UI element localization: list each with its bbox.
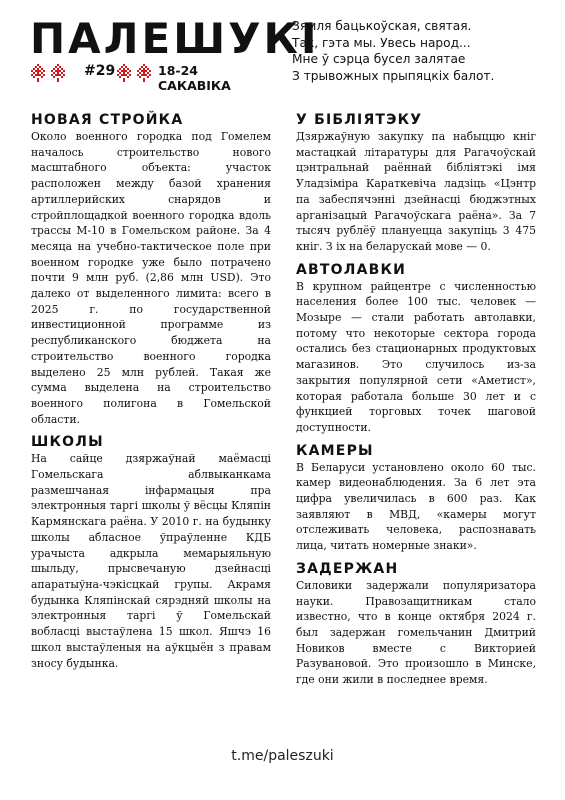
issue-dates: 18-24 САКАВІКА (158, 63, 231, 93)
article-body: Около военного городка под Гомелем началось строительство нового масштабного объекта: участок расположен между базой хранения артиллерийских снарядов и стройплощадкой военного городка вдоль трассы М-10 в Гомельском районе. За 4 месяца на учебно-тактическое поле при военном городке уже было потрачено почти 9 млн руб. (2,86 млн USD). Это далеко от выделенного лимита: всего в 2025 г. по государственной инвестиционной программе из республиканского бюджета на строительство военного городка выделено 25 млн рублей. Такая же сумма выделена на строительство военного полигона в Гомельской области. (31, 130, 271, 426)
poem-line: Мне ў сэрца бусел залятае (292, 52, 466, 66)
vyshyvanka-ornament-icon (30, 64, 46, 82)
article-body: Силовики задержали популяризатора науки. Правозащитникам стало известно, что в конце октября 2024 г. был задержан гомельчанин Дмитрий Новиков вместе с Викторией Разувановой. Это произошло в Минске, где они жили в последнее время. (296, 578, 536, 687)
poem-line: Так, гэта мы. Увесь народ... (292, 35, 471, 50)
left-column (31, 111, 271, 675)
issue-row (30, 62, 266, 93)
article-title: ЗАДЕРЖАН (296, 560, 399, 577)
article-cameras (296, 442, 536, 554)
issue-number: #29 (84, 63, 116, 79)
article-new-construction (31, 111, 271, 427)
article-title: У БІБЛІЯТЭКУ (296, 112, 423, 128)
article-body: В крупном райцентре с численностью населения более 100 тыс. человек — Мозыре — стали работать автолавки, потому что некоторые сектора города остались без стационарных продуктовых магазинов. Это случилось из-за закрытия популярной сети «Аметист», которая работала больше 30 лет и с функцией торговых точек шаговой доступности. (296, 279, 536, 434)
telegram-link[interactable]: t.me/paleszuki (231, 748, 334, 764)
vyshyvanka-ornament-icon (116, 64, 132, 82)
poem-line: Зямля бацькоўская, святая. (292, 19, 472, 33)
poem-line: З трывожных прыпяцкіх балот. (292, 68, 495, 83)
article-library (296, 111, 536, 255)
article-detained (296, 560, 536, 688)
article-title: ШКОЛЫ (31, 434, 104, 451)
article-body: На сайце дзяржаўнай маёмасці Гомельскага аблвыканкама размешчаная інфармацыя пра электронныя таргі школы ў вёсцы Кляпін Кармянскага раёна. У 2010 г. на будынку школы абласное ўпраўленне КДБ урачыста адкрыла мемарыяльную шыльду, прысвечаную дзейнасці апаратыўна-чэкісцкай групы. Акрамя будынка Кляпінскай сярэдняй школы на электронныя таргі ў Гомельскай вобласці выстаўлена 15 школ. Яшчэ 16 школ выстаўленыя на аўкцыён з правам зносу будынка. (31, 452, 271, 670)
epigraph-poem (292, 18, 542, 84)
right-column (296, 111, 536, 694)
article-schools (31, 433, 271, 671)
article-title: КАМЕРЫ (296, 442, 374, 459)
article-title: АВТОЛАВКИ (296, 261, 407, 278)
vyshyvanka-ornament-icon (136, 64, 152, 82)
vyshyvanka-ornament-icon (50, 64, 66, 82)
header (30, 14, 540, 93)
article-body: Дзяржаўную закупку па набыццю кніг мастацкай літаратуры для Рагачоўскай цэнтральнай раённай бібліятэкі імя Уладзіміра Караткевіча ладзіць «Цэнтр па забеспячэнні дзейнасці бюджэтных арганізацый Рагачоўскага раёна». За 7 тысяч рублёў плануецца закупіць 3 475 кніг. З іх на беларускай мове — 0. (296, 130, 536, 253)
article-title: НОВАЯ СТРОЙКА (31, 112, 184, 128)
article-body: В Беларуси установлено около 60 тыс. камер видеонаблюдения. За 6 лет эта цифра увеличилась в 600 раз. Как заявляют в МВД, «камеры могут отслеживать человека, распознавать лица, читать номерные знаки». (296, 460, 536, 553)
article-mobile-shops (296, 261, 536, 436)
masthead-title: ПАЛЕШУКІ (30, 14, 320, 63)
